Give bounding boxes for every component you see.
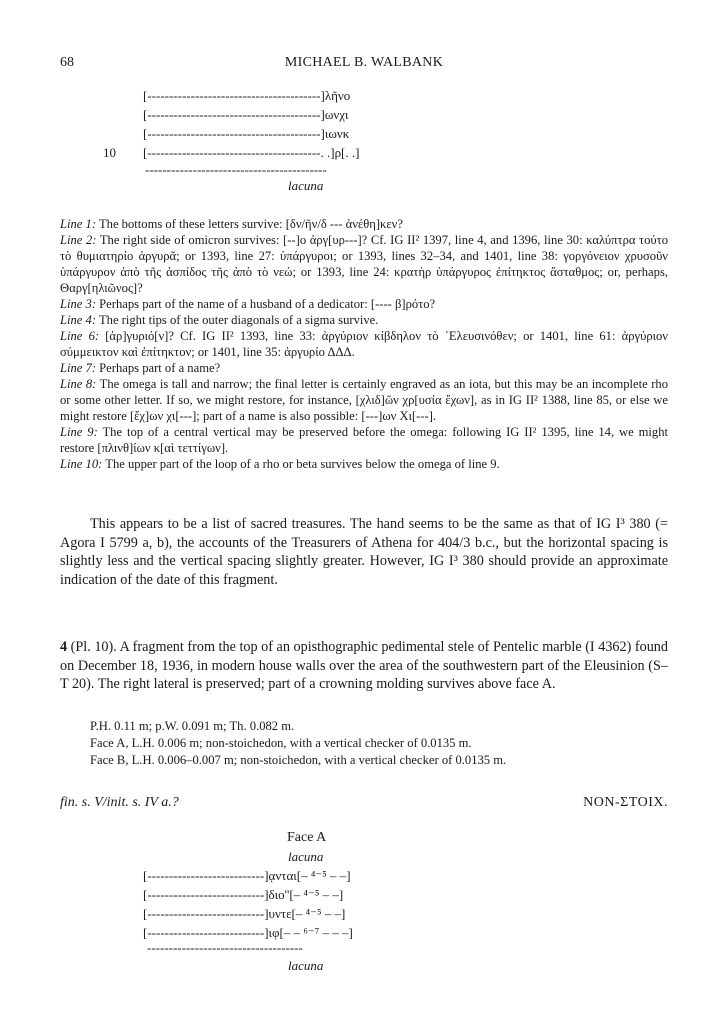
note-line-1: Line 1: The bottoms of these letters survive: [δν/ῆν/δ --- ἀνέθη]κεν?	[60, 217, 403, 231]
inscription-row: [---------------------------]διο''[– ⁴⁻⁵ – –]	[143, 887, 344, 902]
inscription-row: [----------------------------------------. .]ρ[. .]	[143, 145, 360, 160]
inscription-row: [---------------------------]ᾳνται[– ⁴⁻⁵ – –]	[143, 868, 351, 883]
lacuna-label: lacuna	[288, 178, 324, 193]
stoichedon-label: NON-ΣΤΟΙΧ.	[583, 795, 668, 810]
inscription-row: [----------------------------------------]ιωνκ	[143, 126, 350, 141]
note-line-7: Line 7: Perhaps part of a name?	[60, 361, 221, 375]
note-line-3: Line 3: Perhaps part of the name of a husband of a dedicator: [---- β]ρότο?	[60, 297, 436, 311]
note-line-8: Line 8: The omega is tall and narrow; the final letter is certainly engraved as an iota, but this may be an incomplete rho or some other letter. If so, we might restore, for instance, [χλιδ]ῶν χρ[υσία ἔχων], as in IG II² 1388, line 85, or else we might restore [ἔχ]ων χι[---]; part of a name is also possible: [---]ων Χι[---].	[60, 377, 669, 423]
line-notes	[60, 216, 668, 472]
inscription-row: [----------------------------------------]ωνχι	[143, 107, 349, 122]
page-header	[60, 55, 668, 73]
running-head: MICHAEL B. WALBANK	[284, 55, 444, 70]
note-line-4: Line 4: The right tips of the outer diagonals of a sigma survive.	[60, 313, 379, 327]
face-a-lacuna-top: lacuna	[288, 849, 324, 864]
measurements	[90, 718, 668, 769]
date-estimate: fin. s. V/init. s. IV a.?	[60, 795, 179, 810]
commentary-paragraph: This appears to be a list of sacred treasures. The hand seems to be the same as that of IG I³ 380 (= Agora I 5799 a, b), the accounts of the Treasurers of Athena for 404/3 b.c., but the horizontal spacing is slightly less and the vertical spacing slightly greater. However, IG I³ 380 should provide an approximate indication of the date of this fragment.	[60, 516, 668, 588]
lacuna-rule: ------------------------------------------	[145, 162, 327, 177]
inscription-row: [---------------------------]ιφ[– – ⁶⁻⁷ – – –]	[143, 925, 353, 940]
note-line-2: Line 2: The right side of omicron survives: [--]ο ἀργ[υρ---]? Cf. IG II² 1397, line 4, and 1396, line 30: καλύπτρα τούτο τὸ θυμιατηρίο ἀργυρᾶ; or 1393, line 27: ὑπάργυροι; or 1393, lines 32–34, and 1401, line 38: γοργόνειον χρυσοῦν ὑπάργυρον ἀπὸ τῆς ἀσπίδος τῆς ἀπὸ τὸ νεώ; or 1393, line 24: κρατὴρ ὑπάργυρος ἐπίτηκτος ἄσταθμος; or, perhaps, Θαργ[ηλιῶνος]?	[60, 233, 668, 295]
note-line-6: Line 6: [ἀρ]γυριό[ν]? Cf. IG II² 1393, line 33: ἀργύριον κίβδηλον τὸ ᾿Ελευσινόθεν; or 1401, line 61: ἀργύριον σύμμεικτον καὶ ἐπίτηκτον; or 1401, line 35: ἀργυρίο ΔΔΔ.	[60, 329, 668, 359]
note-line-10: Line 10: The upper part of the loop of a rho or beta survives below the omega of line 9.	[60, 457, 500, 471]
inscription-row: [----------------------------------------]λῆνο	[143, 88, 351, 103]
note-line-9: Line 9: The top of a central vertical may be preserved before the omega: following IG II² 1395, line 14, we might restore [πλινθ]ίων κ[αὶ τεττίγων].	[60, 425, 668, 455]
measurement-line: Face A, L.H. 0.006 m; non-stoichedon, with a vertical checker of 0.0135 m.	[90, 736, 472, 750]
line-number: 10	[103, 145, 116, 160]
face-a-title: Face A	[287, 830, 327, 845]
entry-number: 4	[60, 639, 68, 655]
face-a-lacuna-bottom: lacuna	[288, 958, 324, 973]
inscription-row: [---------------------------]υντε[– ⁴⁻⁵ – –]	[143, 906, 346, 921]
dating-line	[60, 795, 668, 815]
measurement-line: Face B, L.H. 0.006–0.007 m; non-stoichedon, with a vertical checker of 0.0135 m.	[90, 753, 507, 767]
measurement-line: P.H. 0.11 m; p.W. 0.091 m; Th. 0.082 m.	[90, 719, 295, 733]
lacuna-rule: ------------------------------------	[147, 940, 303, 955]
page-number: 68	[60, 55, 74, 70]
entry-description: 4 (Pl. 10). A fragment from the top of an opisthographic pedimental stele of Pentelic marble (I 4362) found on December 18, 1936, in modern house walls over the area of the southwestern part of the Eleusinion (S–T 20). The right lateral is preserved; part of a crowning molding survives above face A.	[60, 639, 668, 692]
